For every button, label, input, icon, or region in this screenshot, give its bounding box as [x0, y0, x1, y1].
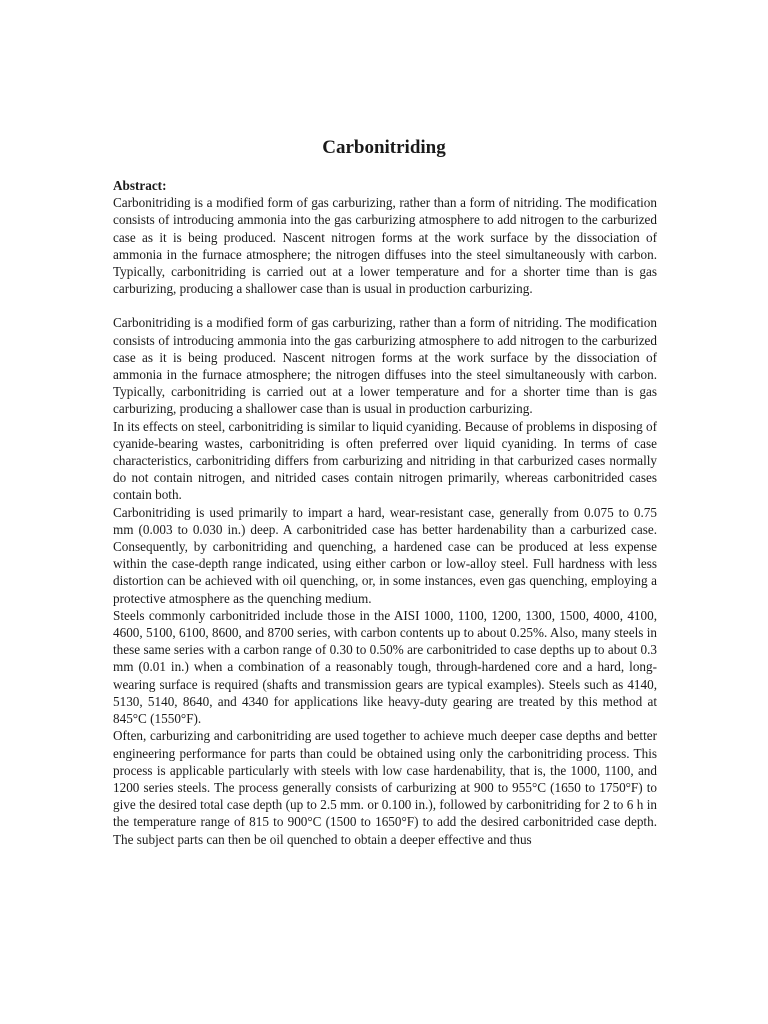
body-paragraph: Carbonitriding is a modified form of gas carburizing, rather than a form of nitriding. The modification consists of introducing ammonia into the gas carburizing atmosphere to add nitrogen to the carburized case as it is being produced. Nascent nitrogen forms at the work surface by the dissociation of ammonia in the furnace atmosphere; the nitrogen diffuses into the steel simultaneously with carbon. Typically, carbonitriding is carried out at a lower temperature and for a shorter time than is gas carburizing, producing a shallower case than is usual in production carburizing. — [113, 315, 657, 417]
body-paragraph: Carbonitriding is used primarily to impart a hard, wear-resistant case, generally from 0.075 to 0.75 mm (0.003 to 0.030 in.) deep. A carbonitrided case has better hardenability than a carburized case. Consequently, by carbonitriding and quenching, a hardened case can be produced at less expense within the case-depth range indicated, using either carbon or low-alloy steel. Full hardness with less distortion can be achieved with oil quenching, or, in some instances, even gas quenching, employing a protective atmosphere as the quenching medium. — [113, 504, 657, 606]
body-paragraph: Steels commonly carbonitrided include those in the AISI 1000, 1100, 1200, 1300, 1500, 4000, 4100, 4600, 5100, 6100, 8600, and 8700 series, with carbon contents up to about 0.25%. Also, many steels in these same series with a carbon range of 0.30 to 0.50% are carbonitrided to case depths up to about 0.3 mm (0.01 in.) when a combination of a reasonably tough, through-hardened core and a hard, long-wearing surface is required (shafts and transmission gears are typical examples). Steels such as 4140, 5130, 5140, 8640, and 4340 for applications like heavy-duty gearing are treated by this method at 845°C (1550°F). — [113, 607, 657, 727]
abstract-paragraph: Carbonitriding is a modified form of gas carburizing, rather than a form of nitriding. The modification consists of introducing ammonia into the gas carburizing atmosphere to add nitrogen to the carburized case as it is being produced. Nascent nitrogen forms at the work surface by the dissociation of ammonia in the furnace atmosphere; the nitrogen diffuses into the steel simultaneously with carbon. Typically, carbonitriding is carried out at a lower temperature and for a shorter time than is gas carburizing, producing a shallower case than is usual in production carburizing. — [113, 195, 657, 297]
abstract-label: Abstract: — [113, 178, 167, 193]
body-paragraph: Often, carburizing and carbonitriding are used together to achieve much deeper case depths and better engineering performance for parts than could be obtained using only the carbonitriding process. This process is applicable particularly with steels with low case hardenability, that is, the 1000, 1100, and 1200 series steels. The process generally consists of carburizing at 900 to 955°C (1650 to 1750°F) to give the desired total case depth (up to 2.5 mm. or 0.100 in.), followed by carbonitriding for 2 to 6 h in the temperature range of 815 to 900°C (1500 to 1650°F) to add the desired carbonitrided case depth. The subject parts can then be oil quenched to obtain a deeper effective and thus — [113, 728, 657, 847]
document-body — [113, 177, 657, 848]
document-title: Carbonitriding — [322, 137, 446, 158]
paragraph-spacer — [113, 297, 657, 314]
body-paragraph: In its effects on steel, carbonitriding is similar to liquid cyaniding. Because of problems in disposing of cyanide-bearing wastes, carbonitriding is often preferred over liquid cyaniding. In terms of case characteristics, carbonitriding differs from carburizing and nitriding in that carburized cases normally do not contain nitrogen, and nitrided cases contain nitrogen primarily, whereas carbonitrided cases contain both. — [113, 418, 658, 503]
